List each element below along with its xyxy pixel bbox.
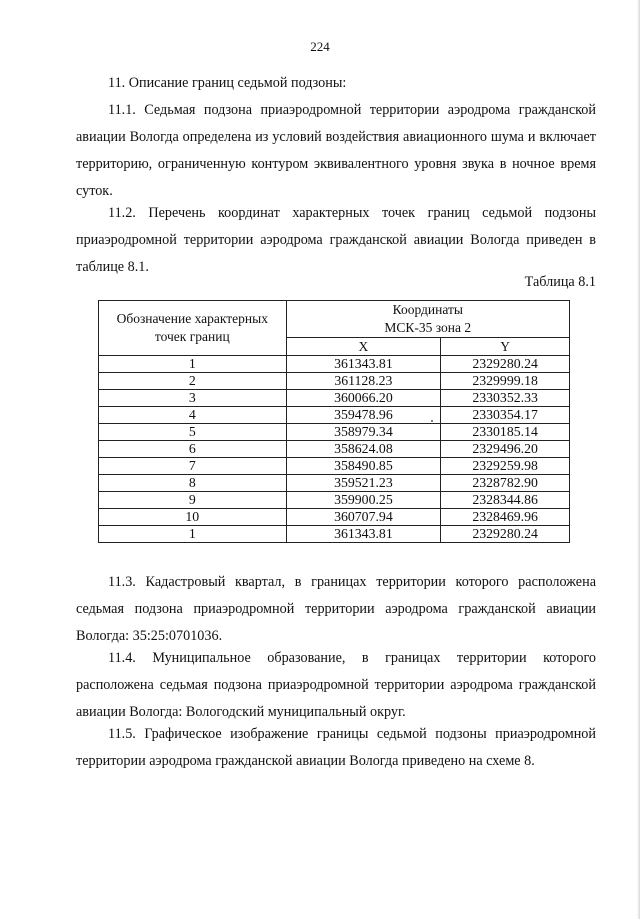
y-cell: 2329496.20 xyxy=(441,441,570,458)
y-cell: 2328344.86 xyxy=(441,492,570,509)
x-cell: 361343.81 xyxy=(286,356,441,373)
x-cell: 361343.81 xyxy=(286,526,441,543)
x-column-header: X xyxy=(286,338,441,356)
page-number: 224 xyxy=(310,39,330,54)
coordinates-header xyxy=(286,301,569,338)
table-caption: Таблица 8.1 xyxy=(524,274,596,290)
table-body xyxy=(99,356,570,543)
table-row xyxy=(99,407,570,424)
scan-speck xyxy=(431,420,433,422)
point-column-header xyxy=(99,301,287,356)
point-cell: 4 xyxy=(99,407,287,424)
table-row xyxy=(99,373,570,390)
x-cell: 361128.23 xyxy=(286,373,441,390)
point-cell: 2 xyxy=(99,373,287,390)
table-row xyxy=(99,441,570,458)
y-cell: 2329280.24 xyxy=(441,526,570,543)
point-cell: 3 xyxy=(99,390,287,407)
y-column-header: Y xyxy=(441,338,570,356)
y-cell: 2329280.24 xyxy=(441,356,570,373)
x-cell: 358979.34 xyxy=(286,424,441,441)
point-cell: 8 xyxy=(99,475,287,492)
point-header-line2: точек границ xyxy=(154,329,230,344)
paragraph-11-2: 11.2. Перечень координат характерных точек границ седьмой подзоны приаэродромной территории аэродрома гражданской авиации Вологда приведен в таблице 8.1. xyxy=(76,205,596,275)
table-row xyxy=(99,526,570,543)
x-cell: 359521.23 xyxy=(286,475,441,492)
section-heading-11: 11. Описание границ седьмой подзоны: xyxy=(108,75,347,91)
table-row xyxy=(99,492,570,509)
y-cell: 2328782.90 xyxy=(441,475,570,492)
coordinates-header-line2: МСК-35 зона 2 xyxy=(384,320,472,335)
point-cell: 7 xyxy=(99,458,287,475)
x-cell: 360066.20 xyxy=(286,390,441,407)
x-cell: 358490.85 xyxy=(286,458,441,475)
y-cell: 2330185.14 xyxy=(441,424,570,441)
x-cell: 359478.96 xyxy=(286,407,441,424)
paragraph-11-5: 11.5. Графическое изображение границы седьмой подзоны приаэродромной территории аэродрома гражданской авиации Вологда приведено на схеме 8. xyxy=(76,726,596,769)
point-cell: 1 xyxy=(99,356,287,373)
paragraph-11-3: 11.3. Кадастровый квартал, в границах территории которого расположена седьмая подзона приаэродромной территории аэродрома гражданской авиации Вологда: 35:25:0701036. xyxy=(76,574,596,644)
coordinates-header-line1: Координаты xyxy=(392,302,463,317)
point-cell: 5 xyxy=(99,424,287,441)
y-cell: 2329259.98 xyxy=(441,458,570,475)
x-cell: 360707.94 xyxy=(286,509,441,526)
paragraph-11-4: 11.4. Муниципальное образование, в границах территории которого расположена седьмая подзона приаэродромной территории аэродрома гражданской авиации Вологда: Вологодский муниципальный округ. xyxy=(76,650,596,720)
x-cell: 358624.08 xyxy=(286,441,441,458)
y-cell: 2330354.17 xyxy=(441,407,570,424)
point-cell: 9 xyxy=(99,492,287,509)
paragraph-11-1: 11.1. Седьмая подзона приаэродромной территории аэродрома гражданской авиации Вологда определена из условий воздействия авиационного шума и включает территорию, ограниченную контуром эквивалентного уровня звука в ночное время суток. xyxy=(76,102,596,199)
y-cell: 2329999.18 xyxy=(441,373,570,390)
point-header-line1: Обозначение характерных xyxy=(116,311,268,326)
table-row xyxy=(99,424,570,441)
x-cell: 359900.25 xyxy=(286,492,441,509)
y-cell: 2328469.96 xyxy=(441,509,570,526)
point-cell: 10 xyxy=(99,509,287,526)
y-cell: 2330352.33 xyxy=(441,390,570,407)
coordinates-table xyxy=(98,300,570,543)
point-cell: 1 xyxy=(99,526,287,543)
table-row xyxy=(99,356,570,373)
point-cell: 6 xyxy=(99,441,287,458)
table-row xyxy=(99,458,570,475)
table-row xyxy=(99,509,570,526)
table-row xyxy=(99,475,570,492)
table-row xyxy=(99,390,570,407)
